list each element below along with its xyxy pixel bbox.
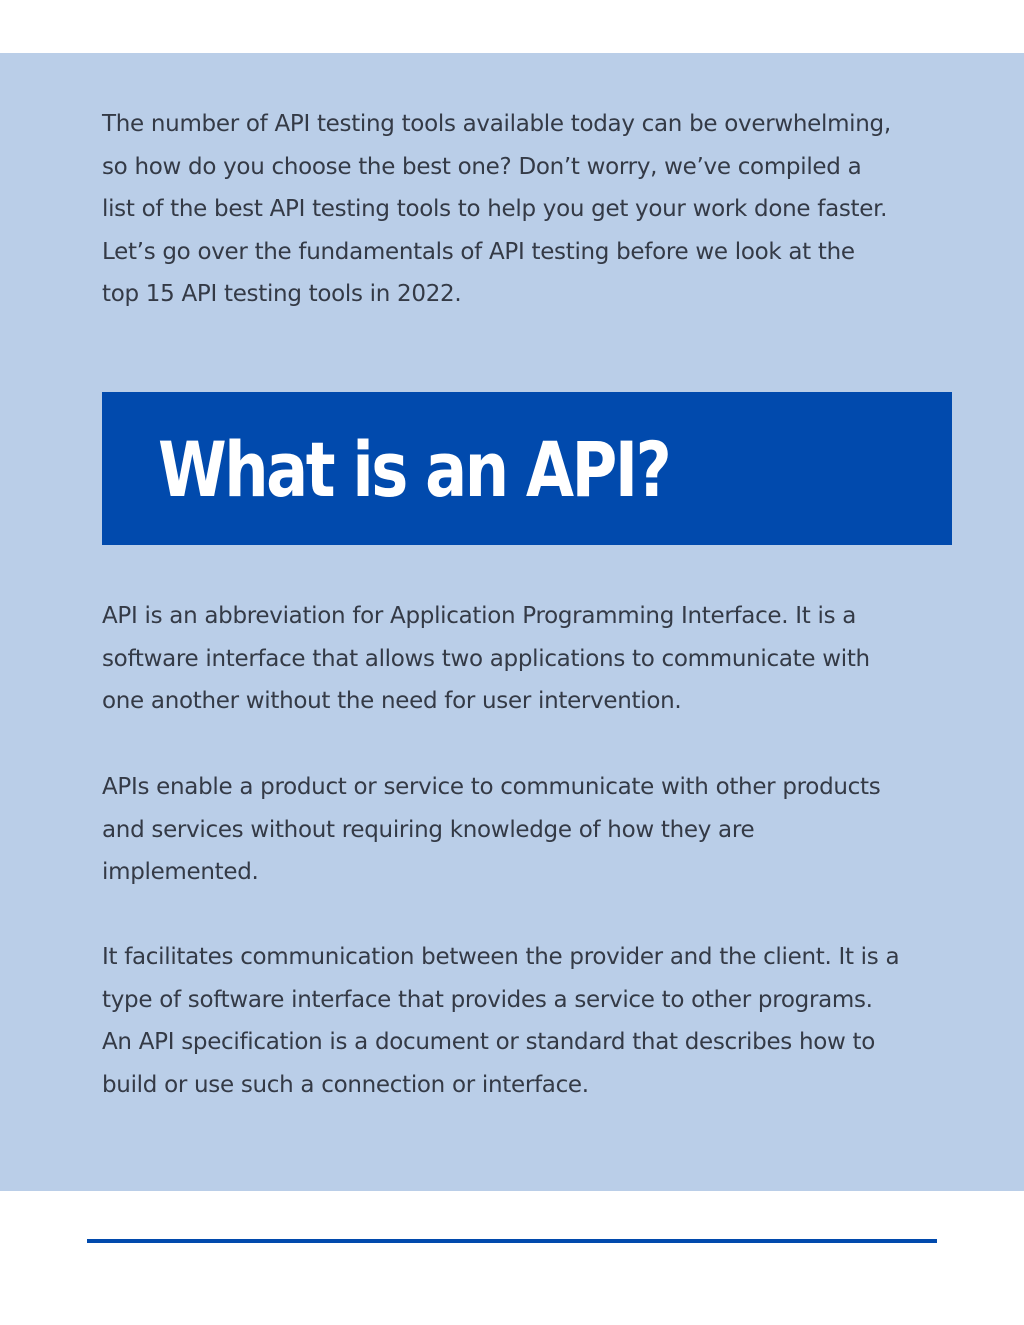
body-paragraph-1: API is an abbreviation for Application Programming Interface. It is a software interface that allows two applications to communicate with one another without the need for user intervention. [102,603,870,715]
body-paragraph-2: APIs enable a product or service to communicate with other products and services without requiring knowledge of how they are implemented. [102,774,881,886]
section-heading-banner [102,392,952,545]
footer-divider [87,1239,937,1243]
section-heading: What is an API? [158,425,670,514]
intro-paragraph: The number of API testing tools available today can be overwhelming, so how do you choose the best one? Don’t worry, we’ve compiled a list of the best API testing tools to help you get your work done faster. Let’s go over the fundamentals of API testing before we look at the top 15 API testing tools in 2022. [102,111,891,308]
body-paragraph-3: It facilitates communication between the provider and the client. It is a type of software interface that provides a service to other programs. An API specification is a document or standard that describes how to build or use such a connection or interface. [102,944,900,1098]
